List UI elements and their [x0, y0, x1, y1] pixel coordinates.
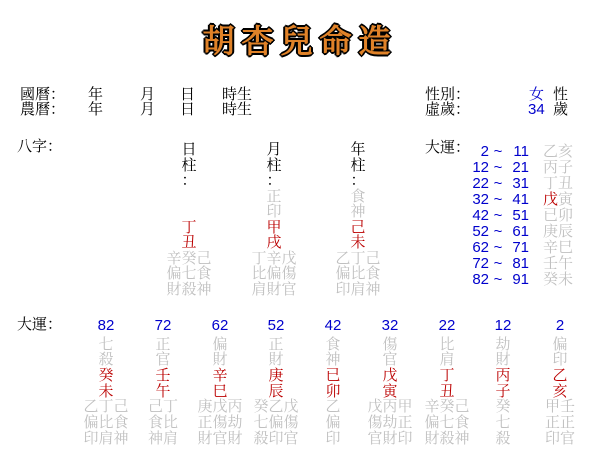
- age-label: 虛歲：: [425, 101, 471, 118]
- hidden-stems: 癸乙戊: [253, 398, 299, 416]
- tilde: ~: [493, 271, 503, 288]
- range-stem: 辛: [543, 239, 559, 256]
- hidden-gods: 印肩神: [83, 429, 129, 447]
- range-branch: 卯: [558, 207, 574, 224]
- hidden-gods: 比偏傷: [251, 265, 297, 282]
- tilde: ~: [493, 239, 503, 256]
- luck-age: 62: [211, 317, 229, 334]
- pillar-god: 食: [350, 187, 366, 205]
- range-from: 2: [480, 143, 489, 160]
- lunar-calendar-label: 農曆：: [20, 101, 66, 118]
- range-to: 81: [512, 255, 529, 272]
- range-from: 52: [472, 223, 489, 240]
- range-to: 61: [512, 223, 529, 240]
- pillar-stem: 己: [350, 218, 366, 236]
- tilde: ~: [493, 223, 503, 240]
- luck-god: 傷: [382, 335, 398, 353]
- luck-branch: 丑: [439, 382, 455, 400]
- pillar-branch: 未: [350, 234, 366, 251]
- luck-range-row: [455, 204, 574, 224]
- luck-column-age-22: [417, 317, 477, 447]
- lunar-day-label: 日: [180, 101, 196, 118]
- range-branch: 午: [558, 255, 574, 272]
- hidden-gods: 神肩: [147, 429, 178, 447]
- age-suffix: 歲: [553, 101, 569, 118]
- range-stem: 戊: [543, 191, 559, 208]
- range-from: 82: [472, 271, 489, 288]
- hidden-stems: 癸: [495, 398, 511, 416]
- hidden-gods: 正傷劫: [197, 414, 243, 432]
- luck-god: 財: [212, 351, 228, 369]
- pillar-column-year: [326, 138, 390, 298]
- luck-column-age-72: [133, 317, 193, 447]
- range-to: 11: [513, 143, 529, 160]
- pillar-header: 月: [266, 141, 282, 158]
- pillar-stem: 甲: [266, 218, 282, 236]
- luck-range-row: [455, 236, 574, 256]
- hidden-gods: 財殺神: [424, 429, 470, 447]
- pillar-god: 印: [266, 203, 282, 220]
- luck-god: 正: [155, 335, 171, 353]
- luck-list-label: 大運：: [425, 139, 471, 156]
- hidden-gods: 印官: [544, 429, 575, 447]
- hidden-gods: 殺: [495, 429, 511, 447]
- hidden-gods: 七偏傷: [253, 414, 299, 432]
- range-to: 71: [512, 239, 529, 256]
- tilde: ~: [493, 159, 503, 176]
- range-from: 72: [472, 255, 489, 272]
- range-to: 21: [512, 159, 529, 176]
- hidden-gods: 七: [495, 414, 511, 432]
- luck-branch: 未: [98, 382, 114, 400]
- luck-god: 偏: [552, 335, 568, 353]
- tilde: ~: [493, 207, 503, 224]
- luck-cycles-list: [455, 140, 574, 288]
- luck-age: 22: [438, 317, 456, 334]
- range-stem: 丁: [543, 175, 559, 192]
- luck-branch: 卯: [325, 382, 341, 400]
- range-branch: 丑: [558, 175, 574, 192]
- solar-hour-label: 時生: [222, 86, 253, 103]
- tilde: ~: [493, 255, 503, 272]
- pillar-header: ：: [350, 172, 366, 189]
- range-from: 32: [472, 191, 489, 208]
- luck-stem: 壬: [155, 367, 171, 385]
- gender-label: 性別：: [425, 86, 471, 103]
- tilde: ~: [493, 191, 503, 208]
- luck-branch: 辰: [268, 382, 284, 400]
- luck-god: 偏: [212, 335, 228, 353]
- hidden-stems: 戊丙甲: [367, 398, 413, 416]
- hidden-stems: 辛癸己: [166, 249, 212, 267]
- hidden-gods: 財官財: [197, 429, 243, 447]
- hidden-gods: 偏: [325, 414, 341, 432]
- pillar-stem: 丁: [181, 218, 197, 236]
- hidden-stems: 乙丁己: [335, 249, 381, 267]
- hidden-gods: 官財印: [367, 429, 413, 447]
- hidden-stems: 庚戊丙: [197, 398, 243, 416]
- hidden-stems: 乙丁己: [83, 398, 129, 416]
- range-to: 51: [512, 207, 529, 224]
- tilde: ~: [493, 143, 503, 160]
- gender-suffix: 性: [553, 86, 569, 103]
- hidden-gods: 肩財官: [251, 280, 297, 298]
- luck-branch: 亥: [552, 382, 568, 400]
- range-branch: 亥: [558, 143, 574, 160]
- hidden-gods: 財殺神: [166, 280, 212, 298]
- page-title: 胡杏兒命造: [202, 23, 398, 59]
- luck-god: 殺: [98, 351, 114, 369]
- lunar-month-label: 月: [140, 101, 156, 118]
- luck-age: 52: [267, 317, 285, 334]
- luck-god: 印: [552, 351, 568, 369]
- luck-column-age-2: [530, 317, 590, 447]
- range-stem: 丙: [543, 159, 559, 176]
- luck-column-age-82: [76, 317, 136, 447]
- luck-branch: 寅: [382, 382, 398, 400]
- bazi-section-label: 八字：: [17, 138, 63, 155]
- luck-god: 財: [495, 351, 511, 369]
- pillar-branch: 戌: [266, 234, 282, 251]
- luck-god: 劫: [495, 335, 511, 353]
- luck-stem: 戊: [382, 367, 398, 385]
- luck-range-row: [455, 188, 574, 208]
- luck-stem: 已: [325, 367, 341, 385]
- hidden-stems: 丁辛戊: [251, 249, 297, 267]
- range-from: 12: [472, 159, 489, 176]
- hidden-gods: 正正: [544, 414, 575, 432]
- solar-calendar-label: 國曆：: [20, 86, 66, 103]
- pillar-god: 正: [266, 187, 282, 205]
- luck-god: 官: [155, 351, 171, 369]
- luck-stem: 丙: [495, 367, 511, 385]
- hidden-gods: 偏比食: [335, 265, 381, 282]
- luck-stem: 乙: [552, 367, 568, 385]
- hidden-gods: 偏七食: [424, 414, 470, 432]
- pillar-header: ：: [181, 172, 197, 189]
- hidden-gods: 食比: [147, 414, 178, 432]
- hidden-gods: 偏比食: [83, 414, 129, 432]
- age-value: 34: [528, 101, 545, 118]
- solar-year-label: 年: [88, 86, 104, 103]
- luck-god: 正: [268, 335, 284, 353]
- range-branch: 寅: [558, 191, 574, 208]
- hidden-gods: 傷劫正: [367, 414, 413, 432]
- luck-column-age-62: [190, 317, 250, 447]
- pillar-header: 柱: [181, 156, 197, 174]
- range-branch: 未: [558, 271, 574, 288]
- luck-range-row: [455, 268, 574, 288]
- hidden-gods: 偏七食: [166, 265, 212, 282]
- range-to: 91: [512, 271, 529, 288]
- range-to: 41: [512, 191, 529, 208]
- range-branch: 巳: [558, 239, 574, 256]
- pillar-branch: 丑: [181, 234, 197, 251]
- luck-branch: 午: [155, 382, 171, 400]
- luck-age: 72: [154, 317, 172, 334]
- range-stem: 乙: [543, 143, 559, 160]
- range-stem: 已: [543, 207, 559, 224]
- luck-stem: 庚: [268, 367, 284, 385]
- hidden-gods: 印肩神: [335, 280, 381, 298]
- luck-column-age-32: [360, 317, 420, 447]
- luck-god: 比: [439, 335, 455, 353]
- hidden-gods: 殺印官: [253, 429, 299, 447]
- solar-day-label: 日: [180, 86, 196, 103]
- pillar-column-day: [157, 138, 221, 298]
- hidden-stems: 甲壬: [544, 398, 575, 416]
- hidden-stems: 己丁: [147, 398, 178, 416]
- luck-column-age-52: [246, 317, 306, 447]
- luck-god: 食: [325, 335, 341, 353]
- luck-god: 官: [382, 351, 398, 369]
- luck-age: 2: [555, 317, 565, 334]
- luck-god: 肩: [439, 351, 455, 369]
- luck-range-row: [455, 252, 574, 272]
- luck-age: 42: [324, 317, 342, 334]
- pillar-god: [157, 200, 221, 216]
- luck-columns-label: 大運：: [17, 316, 63, 333]
- luck-range-row: [455, 156, 574, 176]
- hidden-stems: 辛癸己: [424, 398, 470, 416]
- range-branch: 子: [558, 159, 574, 176]
- pillar-header: 年: [350, 141, 366, 158]
- range-from: 62: [472, 239, 489, 256]
- luck-age: 32: [381, 317, 399, 334]
- pillar-god: 神: [350, 203, 366, 220]
- range-from: 42: [472, 207, 489, 224]
- luck-column-age-42: [303, 317, 363, 447]
- luck-stem: 丁: [439, 367, 455, 385]
- hidden-gods: 印: [325, 429, 341, 447]
- luck-range-row: [455, 140, 574, 160]
- range-stem: 庚: [543, 223, 559, 240]
- range-branch: 辰: [558, 223, 574, 240]
- range-stem: 壬: [543, 255, 559, 272]
- tilde: ~: [493, 175, 503, 192]
- range-from: 22: [472, 175, 489, 192]
- luck-god: 財: [268, 351, 284, 369]
- luck-branch: 子: [495, 382, 511, 400]
- luck-age: 12: [494, 317, 512, 334]
- pillar-header: 柱: [350, 156, 366, 174]
- range-to: 31: [512, 175, 529, 192]
- luck-stem: 癸: [98, 367, 114, 385]
- range-stem: 癸: [543, 271, 559, 288]
- luck-branch: 巳: [212, 382, 228, 400]
- solar-month-label: 月: [140, 86, 156, 103]
- luck-age: 82: [97, 317, 115, 334]
- luck-stem: 辛: [212, 367, 228, 385]
- pillar-header: 柱: [266, 156, 282, 174]
- pillar-header: ：: [266, 172, 282, 189]
- hidden-stems: 乙: [325, 398, 341, 416]
- luck-range-row: [455, 172, 574, 192]
- luck-god: 神: [325, 351, 341, 369]
- luck-range-row: [455, 220, 574, 240]
- luck-column-age-12: [473, 317, 533, 447]
- pillar-column-month: [242, 138, 306, 298]
- gender-value: 女: [529, 86, 545, 103]
- lunar-year-label: 年: [88, 101, 104, 118]
- pillar-header: 日: [181, 141, 197, 158]
- lunar-hour-label: 時生: [222, 101, 253, 118]
- luck-god: 七: [98, 335, 114, 353]
- range-pillar: [543, 268, 573, 289]
